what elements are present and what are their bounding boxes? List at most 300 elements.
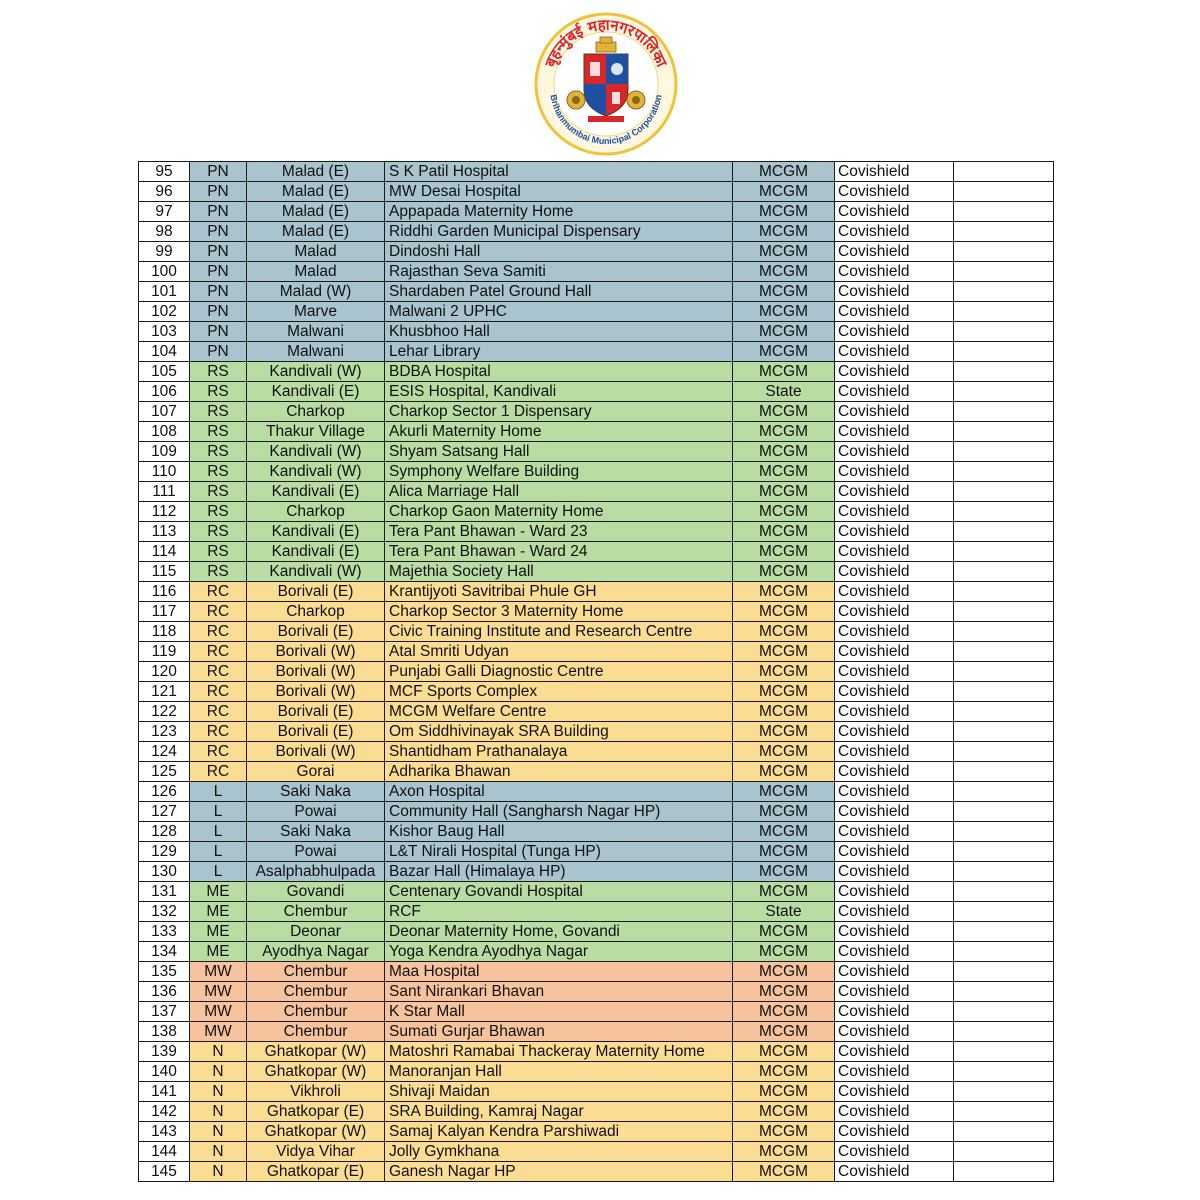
table-row (139, 342, 1054, 362)
area-cell: Thakur Village (247, 422, 385, 442)
table-row (139, 622, 1054, 642)
site-name-cell: Punjabi Galli Diagnostic Centre (385, 662, 733, 682)
row-number: 104 (139, 342, 190, 362)
table-row (139, 242, 1054, 262)
site-name-cell: Appapada Maternity Home (385, 202, 733, 222)
row-number: 113 (139, 522, 190, 542)
ward-cell: RS (190, 502, 247, 522)
managed-by-cell: MCGM (733, 362, 835, 382)
empty-cell (954, 1042, 1054, 1062)
vaccination-centre-table (138, 161, 1054, 1182)
ward-cell: RC (190, 662, 247, 682)
ward-cell: RS (190, 362, 247, 382)
site-name-cell: L&T Nirali Hospital (Tunga HP) (385, 842, 733, 862)
site-name-cell: Atal Smriti Udyan (385, 642, 733, 662)
area-cell: Borivali (W) (247, 642, 385, 662)
empty-cell (954, 562, 1054, 582)
row-number: 108 (139, 422, 190, 442)
managed-by-cell: MCGM (733, 282, 835, 302)
table-row (139, 402, 1054, 422)
area-cell: Malad (E) (247, 182, 385, 202)
table-row (139, 1102, 1054, 1122)
row-number: 128 (139, 822, 190, 842)
empty-cell (954, 322, 1054, 342)
site-name-cell: ESIS Hospital, Kandivali (385, 382, 733, 402)
area-cell: Saki Naka (247, 822, 385, 842)
site-name-cell: Charkop Sector 1 Dispensary (385, 402, 733, 422)
table-body (139, 162, 1054, 1182)
empty-cell (954, 1022, 1054, 1042)
vaccine-cell: Covishield (835, 942, 954, 962)
site-name-cell: Bazar Hall (Himalaya HP) (385, 862, 733, 882)
empty-cell (954, 662, 1054, 682)
area-cell: Deonar (247, 922, 385, 942)
ward-cell: RS (190, 462, 247, 482)
area-cell: Charkop (247, 402, 385, 422)
row-number: 142 (139, 1102, 190, 1122)
ward-cell: PN (190, 282, 247, 302)
empty-cell (954, 202, 1054, 222)
managed-by-cell: MCGM (733, 742, 835, 762)
managed-by-cell: MCGM (733, 882, 835, 902)
ward-cell: RC (190, 622, 247, 642)
table-row (139, 442, 1054, 462)
empty-cell (954, 582, 1054, 602)
ward-cell: RC (190, 582, 247, 602)
managed-by-cell: MCGM (733, 502, 835, 522)
empty-cell (954, 722, 1054, 742)
row-number: 122 (139, 702, 190, 722)
site-name-cell: Shivaji Maidan (385, 1082, 733, 1102)
row-number: 120 (139, 662, 190, 682)
row-number: 115 (139, 562, 190, 582)
site-name-cell: Akurli Maternity Home (385, 422, 733, 442)
managed-by-cell: MCGM (733, 602, 835, 622)
area-cell: Malad (E) (247, 222, 385, 242)
site-name-cell: Lehar Library (385, 342, 733, 362)
table-row (139, 742, 1054, 762)
managed-by-cell: MCGM (733, 842, 835, 862)
empty-cell (954, 822, 1054, 842)
ward-cell: PN (190, 242, 247, 262)
vaccine-cell: Covishield (835, 222, 954, 242)
empty-cell (954, 782, 1054, 802)
managed-by-cell: MCGM (733, 702, 835, 722)
site-name-cell: Civic Training Institute and Research Centre (385, 622, 733, 642)
managed-by-cell: State (733, 902, 835, 922)
area-cell: Kandivali (W) (247, 362, 385, 382)
table-row (139, 942, 1054, 962)
area-cell: Borivali (W) (247, 742, 385, 762)
vaccine-cell: Covishield (835, 502, 954, 522)
ward-cell: N (190, 1122, 247, 1142)
area-cell: Gorai (247, 762, 385, 782)
site-name-cell: MCF Sports Complex (385, 682, 733, 702)
managed-by-cell: MCGM (733, 402, 835, 422)
vaccine-cell: Covishield (835, 742, 954, 762)
area-cell: Powai (247, 842, 385, 862)
area-cell: Ayodhya Nagar (247, 942, 385, 962)
vaccine-cell: Covishield (835, 482, 954, 502)
table-row (139, 962, 1054, 982)
ward-cell: MW (190, 982, 247, 1002)
row-number: 110 (139, 462, 190, 482)
empty-cell (954, 602, 1054, 622)
managed-by-cell: MCGM (733, 482, 835, 502)
vaccine-cell: Covishield (835, 182, 954, 202)
managed-by-cell: State (733, 382, 835, 402)
ward-cell: RC (190, 682, 247, 702)
area-cell: Malad (W) (247, 282, 385, 302)
row-number: 116 (139, 582, 190, 602)
row-number: 129 (139, 842, 190, 862)
site-name-cell: Alica Marriage Hall (385, 482, 733, 502)
empty-cell (954, 762, 1054, 782)
empty-cell (954, 1102, 1054, 1122)
vaccine-cell: Covishield (835, 542, 954, 562)
managed-by-cell: MCGM (733, 342, 835, 362)
bmc-logo (534, 12, 678, 156)
area-cell: Malad (247, 242, 385, 262)
vaccine-cell: Covishield (835, 562, 954, 582)
table-row (139, 162, 1054, 182)
ward-cell: MW (190, 1002, 247, 1022)
managed-by-cell: MCGM (733, 622, 835, 642)
table-row (139, 1142, 1054, 1162)
row-number: 118 (139, 622, 190, 642)
empty-cell (954, 462, 1054, 482)
vaccine-cell: Covishield (835, 662, 954, 682)
empty-cell (954, 362, 1054, 382)
site-name-cell: Dindoshi Hall (385, 242, 733, 262)
ward-cell: RS (190, 422, 247, 442)
vaccine-cell: Covishield (835, 1022, 954, 1042)
site-name-cell: Majethia Society Hall (385, 562, 733, 582)
area-cell: Kandivali (W) (247, 562, 385, 582)
row-number: 114 (139, 542, 190, 562)
area-cell: Charkop (247, 602, 385, 622)
vaccine-cell: Covishield (835, 642, 954, 662)
ward-cell: ME (190, 882, 247, 902)
site-name-cell: Kishor Baug Hall (385, 822, 733, 842)
managed-by-cell: MCGM (733, 682, 835, 702)
empty-cell (954, 422, 1054, 442)
vaccine-cell: Covishield (835, 602, 954, 622)
ward-cell: RC (190, 702, 247, 722)
ward-cell: PN (190, 302, 247, 322)
site-name-cell: Sant Nirankari Bhavan (385, 982, 733, 1002)
row-number: 111 (139, 482, 190, 502)
empty-cell (954, 962, 1054, 982)
vaccine-cell: Covishield (835, 682, 954, 702)
site-name-cell: Charkop Sector 3 Maternity Home (385, 602, 733, 622)
ward-cell: RS (190, 442, 247, 462)
managed-by-cell: MCGM (733, 982, 835, 1002)
managed-by-cell: MCGM (733, 642, 835, 662)
managed-by-cell: MCGM (733, 442, 835, 462)
row-number: 138 (139, 1022, 190, 1042)
row-number: 117 (139, 602, 190, 622)
vaccine-cell: Covishield (835, 862, 954, 882)
site-name-cell: Yoga Kendra Ayodhya Nagar (385, 942, 733, 962)
row-number: 126 (139, 782, 190, 802)
empty-cell (954, 1142, 1054, 1162)
ward-cell: RS (190, 402, 247, 422)
vaccine-cell: Covishield (835, 902, 954, 922)
table-row (139, 722, 1054, 742)
site-name-cell: Charkop Gaon Maternity Home (385, 502, 733, 522)
table-row (139, 482, 1054, 502)
row-number: 98 (139, 222, 190, 242)
row-number: 139 (139, 1042, 190, 1062)
row-number: 102 (139, 302, 190, 322)
area-cell: Vikhroli (247, 1082, 385, 1102)
table-row (139, 982, 1054, 1002)
empty-cell (954, 802, 1054, 822)
row-number: 141 (139, 1082, 190, 1102)
empty-cell (954, 682, 1054, 702)
row-number: 124 (139, 742, 190, 762)
ward-cell: RC (190, 642, 247, 662)
table-row (139, 1002, 1054, 1022)
vaccine-cell: Covishield (835, 982, 954, 1002)
table-row (139, 382, 1054, 402)
managed-by-cell: MCGM (733, 462, 835, 482)
table-row (139, 202, 1054, 222)
area-cell: Borivali (E) (247, 622, 385, 642)
site-name-cell: Shantidham Prathanalaya (385, 742, 733, 762)
row-number: 106 (139, 382, 190, 402)
vaccine-cell: Covishield (835, 1082, 954, 1102)
area-cell: Chembur (247, 902, 385, 922)
row-number: 101 (139, 282, 190, 302)
managed-by-cell: MCGM (733, 962, 835, 982)
managed-by-cell: MCGM (733, 942, 835, 962)
site-name-cell: Tera Pant Bhawan - Ward 23 (385, 522, 733, 542)
area-cell: Kandivali (W) (247, 442, 385, 462)
vaccine-cell: Covishield (835, 842, 954, 862)
vaccine-cell: Covishield (835, 382, 954, 402)
vaccine-cell: Covishield (835, 882, 954, 902)
table-row (139, 782, 1054, 802)
table-row (139, 322, 1054, 342)
area-cell: Ghatkopar (E) (247, 1162, 385, 1182)
managed-by-cell: MCGM (733, 1042, 835, 1062)
row-number: 134 (139, 942, 190, 962)
area-cell: Malad (E) (247, 162, 385, 182)
row-number: 119 (139, 642, 190, 662)
vaccine-cell: Covishield (835, 1042, 954, 1062)
empty-cell (954, 882, 1054, 902)
area-cell: Kandivali (E) (247, 382, 385, 402)
area-cell: Borivali (W) (247, 682, 385, 702)
table-row (139, 902, 1054, 922)
vaccine-cell: Covishield (835, 582, 954, 602)
ward-cell: RS (190, 522, 247, 542)
vaccine-cell: Covishield (835, 782, 954, 802)
empty-cell (954, 282, 1054, 302)
vaccine-cell: Covishield (835, 1102, 954, 1122)
table-row (139, 542, 1054, 562)
table-row (139, 1162, 1054, 1182)
area-cell: Malad (247, 262, 385, 282)
site-name-cell: Shardaben Patel Ground Hall (385, 282, 733, 302)
ward-cell: L (190, 782, 247, 802)
vaccine-cell: Covishield (835, 522, 954, 542)
empty-cell (954, 302, 1054, 322)
table-row (139, 682, 1054, 702)
site-name-cell: Maa Hospital (385, 962, 733, 982)
table-row (139, 642, 1054, 662)
empty-cell (954, 1062, 1054, 1082)
area-cell: Chembur (247, 1022, 385, 1042)
area-cell: Kandivali (E) (247, 482, 385, 502)
ward-cell: PN (190, 182, 247, 202)
table-row (139, 562, 1054, 582)
empty-cell (954, 222, 1054, 242)
vaccine-cell: Covishield (835, 1002, 954, 1022)
area-cell: Borivali (W) (247, 662, 385, 682)
managed-by-cell: MCGM (733, 522, 835, 542)
area-cell: Ghatkopar (W) (247, 1042, 385, 1062)
managed-by-cell: MCGM (733, 662, 835, 682)
ward-cell: RC (190, 742, 247, 762)
vaccine-cell: Covishield (835, 242, 954, 262)
vaccine-cell: Covishield (835, 422, 954, 442)
managed-by-cell: MCGM (733, 1102, 835, 1122)
site-name-cell: Symphony Welfare Building (385, 462, 733, 482)
area-cell: Malwani (247, 322, 385, 342)
table-row (139, 802, 1054, 822)
site-name-cell: Riddhi Garden Municipal Dispensary (385, 222, 733, 242)
managed-by-cell: MCGM (733, 562, 835, 582)
table-row (139, 422, 1054, 442)
table-row (139, 522, 1054, 542)
table-row (139, 862, 1054, 882)
ward-cell: N (190, 1102, 247, 1122)
managed-by-cell: MCGM (733, 262, 835, 282)
area-cell: Malad (E) (247, 202, 385, 222)
empty-cell (954, 922, 1054, 942)
vaccine-cell: Covishield (835, 802, 954, 822)
row-number: 136 (139, 982, 190, 1002)
site-name-cell: Krantijyoti Savitribai Phule GH (385, 582, 733, 602)
vaccine-cell: Covishield (835, 1062, 954, 1082)
ward-cell: L (190, 822, 247, 842)
empty-cell (954, 862, 1054, 882)
empty-cell (954, 1122, 1054, 1142)
ward-cell: N (190, 1062, 247, 1082)
vaccine-cell: Covishield (835, 622, 954, 642)
svg-text:बृहन्मुंबई महानगरपालिका: बृहन्मुंबई महानगरपालिका (541, 15, 671, 70)
site-name-cell: Deonar Maternity Home, Govandi (385, 922, 733, 942)
table-row (139, 1082, 1054, 1102)
row-number: 145 (139, 1162, 190, 1182)
ward-cell: PN (190, 222, 247, 242)
vaccine-cell: Covishield (835, 1142, 954, 1162)
empty-cell (954, 442, 1054, 462)
ward-cell: PN (190, 322, 247, 342)
area-cell: Malwani (247, 342, 385, 362)
area-cell: Ghatkopar (W) (247, 1122, 385, 1142)
table-row (139, 222, 1054, 242)
row-number: 131 (139, 882, 190, 902)
site-name-cell: Om Siddhivinayak SRA Building (385, 722, 733, 742)
area-cell: Ghatkopar (E) (247, 1102, 385, 1122)
vaccine-cell: Covishield (835, 162, 954, 182)
ward-cell: N (190, 1042, 247, 1062)
vaccine-cell: Covishield (835, 1122, 954, 1142)
site-name-cell: Jolly Gymkhana (385, 1142, 733, 1162)
ward-cell: N (190, 1162, 247, 1182)
vaccine-cell: Covishield (835, 362, 954, 382)
row-number: 109 (139, 442, 190, 462)
area-cell: Borivali (E) (247, 702, 385, 722)
site-name-cell: Khusbhoo Hall (385, 322, 733, 342)
ward-cell: ME (190, 942, 247, 962)
empty-cell (954, 642, 1054, 662)
table-row (139, 302, 1054, 322)
ward-cell: PN (190, 202, 247, 222)
site-name-cell: S K Patil Hospital (385, 162, 733, 182)
managed-by-cell: MCGM (733, 202, 835, 222)
table-row (139, 182, 1054, 202)
empty-cell (954, 702, 1054, 722)
managed-by-cell: MCGM (733, 302, 835, 322)
ward-cell: N (190, 1142, 247, 1162)
vaccine-cell: Covishield (835, 342, 954, 362)
site-name-cell: Adharika Bhawan (385, 762, 733, 782)
row-number: 143 (139, 1122, 190, 1142)
vaccine-cell: Covishield (835, 702, 954, 722)
area-cell: Kandivali (E) (247, 522, 385, 542)
table-row (139, 662, 1054, 682)
empty-cell (954, 402, 1054, 422)
site-name-cell: MW Desai Hospital (385, 182, 733, 202)
empty-cell (954, 1002, 1054, 1022)
table-row (139, 582, 1054, 602)
ward-cell: L (190, 862, 247, 882)
site-name-cell: Axon Hospital (385, 782, 733, 802)
site-name-cell: Tera Pant Bhawan - Ward 24 (385, 542, 733, 562)
managed-by-cell: MCGM (733, 162, 835, 182)
vaccine-cell: Covishield (835, 322, 954, 342)
vaccine-cell: Covishield (835, 302, 954, 322)
table-row (139, 262, 1054, 282)
ward-cell: L (190, 842, 247, 862)
row-number: 99 (139, 242, 190, 262)
bmc-emblem-icon (534, 12, 678, 156)
row-number: 97 (139, 202, 190, 222)
row-number: 132 (139, 902, 190, 922)
area-cell: Ghatkopar (W) (247, 1062, 385, 1082)
area-cell: Vidya Vihar (247, 1142, 385, 1162)
table-row (139, 1022, 1054, 1042)
row-number: 125 (139, 762, 190, 782)
table-row (139, 842, 1054, 862)
row-number: 95 (139, 162, 190, 182)
empty-cell (954, 1162, 1054, 1182)
managed-by-cell: MCGM (733, 822, 835, 842)
vaccine-cell: Covishield (835, 282, 954, 302)
svg-text:Brihanmumbai Municipal Corpora: Brihanmumbai Municipal Corporation (548, 93, 664, 147)
managed-by-cell: MCGM (733, 182, 835, 202)
site-name-cell: Centenary Govandi Hospital (385, 882, 733, 902)
area-cell: Borivali (E) (247, 582, 385, 602)
table-row (139, 282, 1054, 302)
table-row (139, 882, 1054, 902)
area-cell: Charkop (247, 502, 385, 522)
